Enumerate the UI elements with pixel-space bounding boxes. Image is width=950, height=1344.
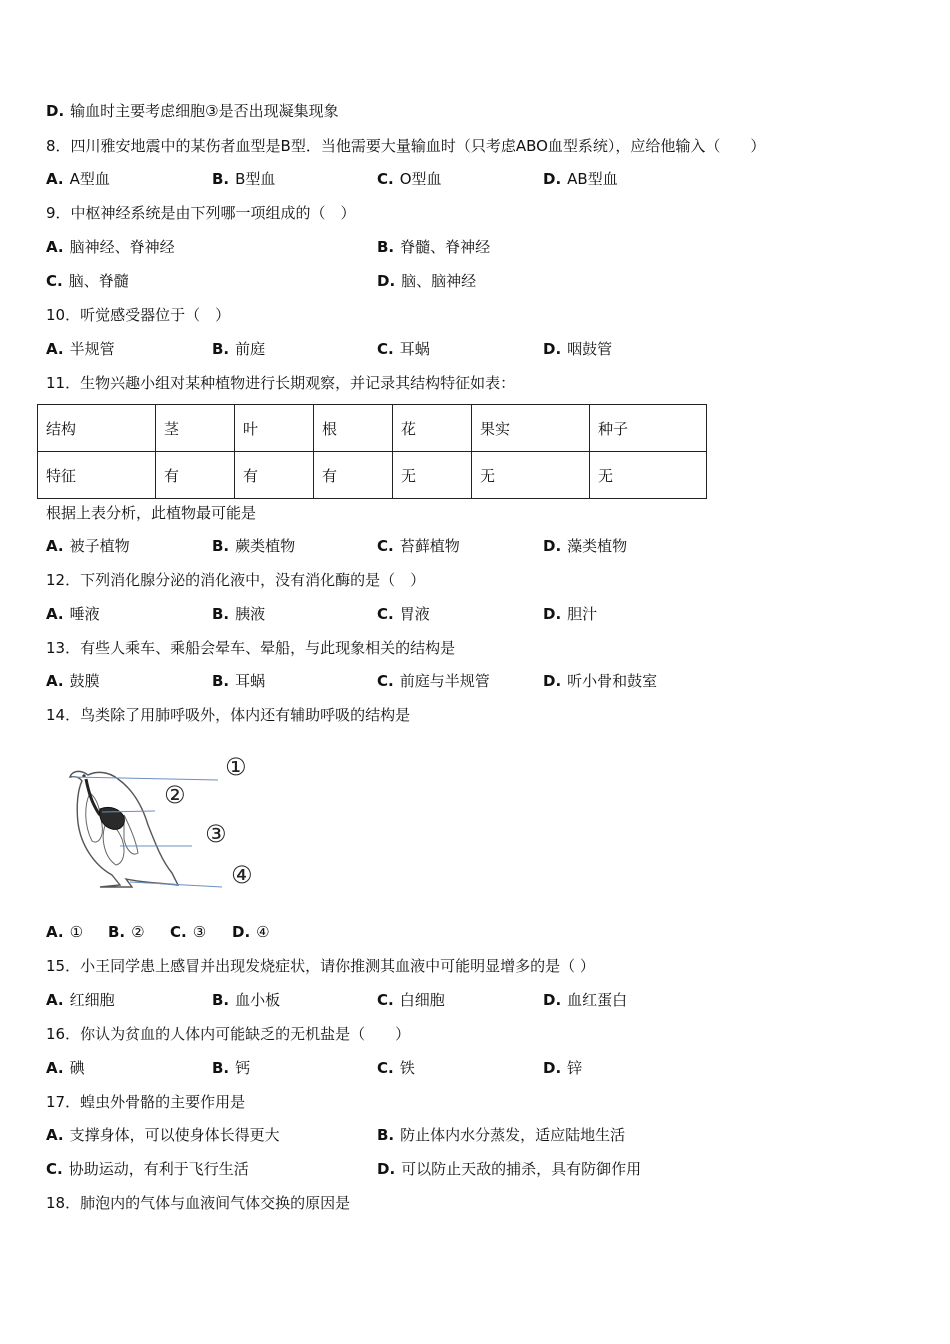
q17-option-a[interactable]: A. 支撑身体，可以使身体长得更大 <box>46 1126 280 1144</box>
q10-stem: 10．听觉感受器位于（ ） <box>46 306 231 324</box>
q17-option-c[interactable]: C. 协助运动，有利于飞行生活 <box>46 1160 249 1178</box>
table-cell: 花 <box>393 405 472 452</box>
figure-label-1: ① <box>225 753 247 781</box>
q11-option-c[interactable]: C. 苔藓植物 <box>377 537 460 555</box>
table-cell: 茎 <box>156 405 235 452</box>
q8-option-b[interactable]: B. B型血 <box>212 170 276 188</box>
q14-option-a[interactable]: A. ① <box>46 923 84 941</box>
q17-option-b[interactable]: B. 防止体内水分蒸发，适应陆地生活 <box>377 1126 626 1144</box>
table-cell: 结构 <box>38 405 156 452</box>
q14-option-b[interactable]: B. ② <box>108 923 145 941</box>
table-cell: 种子 <box>590 405 707 452</box>
table-cell: 特征 <box>38 452 156 499</box>
table-cell: 无 <box>472 452 590 499</box>
table-row <box>38 405 707 452</box>
table-cell: 有 <box>314 452 393 499</box>
q11-stem: 11．生物兴趣小组对某种植物进行长期观察，并记录其结构特征如表： <box>46 374 516 392</box>
q15-option-a[interactable]: A. 红细胞 <box>46 991 115 1009</box>
table-cell: 有 <box>156 452 235 499</box>
table-cell: 根 <box>314 405 393 452</box>
q13-option-b[interactable]: B. 耳蜗 <box>212 672 266 690</box>
lung <box>100 807 125 829</box>
q16-option-c[interactable]: C. 铁 <box>377 1059 415 1077</box>
pointer-line-1 <box>72 777 218 780</box>
q8-option-a[interactable]: A. A型血 <box>46 170 110 188</box>
table-cell: 叶 <box>235 405 314 452</box>
q8-stem: 8．四川雅安地震中的某伤者血型是B型．当他需要大量输血时（只考虑ABO血型系统），应给他输入（ ） <box>46 137 766 155</box>
q15-option-d[interactable]: D. 血红蛋白 <box>543 991 628 1009</box>
q15-option-b[interactable]: B. 血小板 <box>212 991 281 1009</box>
q12-option-c[interactable]: C. 胃液 <box>377 605 430 623</box>
air-sac-abdominal <box>124 815 138 854</box>
q11-follow-text: 根据上表分析，此植物最可能是 <box>46 504 257 522</box>
q14-stem: 14．鸟类除了用肺呼吸外，体内还有辅助呼吸的结构是 <box>46 706 411 724</box>
q10-option-d[interactable]: D. 咽鼓管 <box>543 340 613 358</box>
q12-option-d[interactable]: D. 胆汁 <box>543 605 598 623</box>
q18-stem: 18．肺泡内的气体与血液间气体交换的原因是 <box>46 1194 351 1212</box>
q16-stem: 16．你认为贫血的人体内可能缺乏的无机盐是（ ） <box>46 1025 411 1043</box>
q17-option-d[interactable]: D. 可以防止天敌的捕杀，具有防御作用 <box>377 1160 642 1178</box>
q11-option-b[interactable]: B. 蕨类植物 <box>212 537 296 555</box>
q10-option-b[interactable]: B. 前庭 <box>212 340 266 358</box>
bird-respiratory-figure <box>60 745 275 895</box>
q13-stem: 13．有些人乘车、乘船会晕车、晕船，与此现象相关的结构是 <box>46 639 456 657</box>
q8-option-c[interactable]: C. O型血 <box>377 170 442 188</box>
table-cell: 果实 <box>472 405 590 452</box>
q16-option-d[interactable]: D. 锌 <box>543 1059 583 1077</box>
q11-option-a[interactable]: A. 被子植物 <box>46 537 130 555</box>
table-cell: 有 <box>235 452 314 499</box>
q15-stem: 15．小王同学患上感冒并出现发烧症状，请你推测其血液中可能明显增多的是（ ） <box>46 957 595 975</box>
q8-option-d[interactable]: D. AB型血 <box>543 170 618 188</box>
q13-option-c[interactable]: C. 前庭与半规管 <box>377 672 490 690</box>
q11-option-d[interactable]: D. 藻类植物 <box>543 537 628 555</box>
q7-option-d: D. 输血时主要考虑细胞③是否出现凝集现象 <box>46 102 339 120</box>
q9-option-a[interactable]: A. 脑神经、脊神经 <box>46 238 175 256</box>
q9-option-c[interactable]: C. 脑、脊髓 <box>46 272 129 290</box>
q9-stem: 9．中枢神经系统是由下列哪一项组成的（ ） <box>46 204 356 222</box>
q17-stem: 17．蝗虫外骨骼的主要作用是 <box>46 1093 246 1111</box>
q12-option-b[interactable]: B. 胰液 <box>212 605 266 623</box>
q12-stem: 12．下列消化腺分泌的消化液中，没有消化酶的是（ ） <box>46 571 426 589</box>
table-cell: 无 <box>393 452 472 499</box>
q13-option-a[interactable]: A. 鼓膜 <box>46 672 100 690</box>
pointer-line-4 <box>130 882 222 887</box>
q16-option-a[interactable]: A. 碘 <box>46 1059 85 1077</box>
q14-option-c[interactable]: C. ③ <box>170 923 207 941</box>
q15-option-c[interactable]: C. 白细胞 <box>377 991 445 1009</box>
table-cell: 无 <box>590 452 707 499</box>
q9-option-b[interactable]: B. 脊髓、脊神经 <box>377 238 491 256</box>
figure-label-4: ④ <box>231 861 253 889</box>
q14-option-d[interactable]: D. ④ <box>232 923 270 941</box>
q9-option-d[interactable]: D. 脑、脑神经 <box>377 272 477 290</box>
q10-option-a[interactable]: A. 半规管 <box>46 340 115 358</box>
figure-label-3: ③ <box>205 820 227 848</box>
table-row <box>38 452 707 499</box>
q12-option-a[interactable]: A. 唾液 <box>46 605 100 623</box>
q16-option-b[interactable]: B. 钙 <box>212 1059 251 1077</box>
figure-label-2: ② <box>164 781 186 809</box>
q13-option-d[interactable]: D. 听小骨和鼓室 <box>543 672 658 690</box>
q10-option-c[interactable]: C. 耳蜗 <box>377 340 430 358</box>
q11-structure-table <box>37 404 707 499</box>
